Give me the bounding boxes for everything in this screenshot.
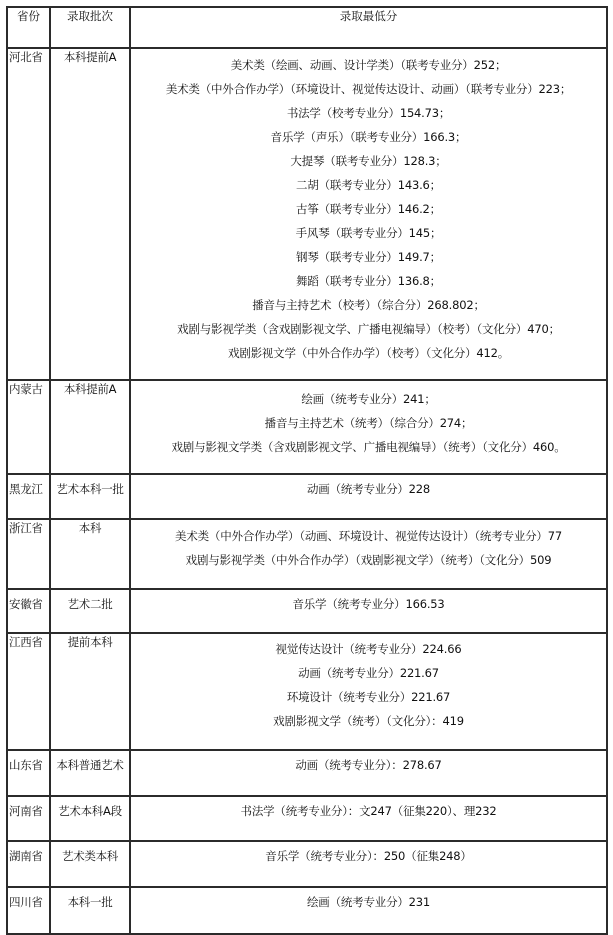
score-line: 动画（统考专业分）：278.67: [295, 758, 442, 772]
score-line: 戏剧影视文学（统考）（文化分）：419: [273, 714, 464, 728]
table-row: [7, 887, 607, 934]
scores-cell: [130, 796, 607, 841]
province-cell: 内蒙古: [7, 380, 50, 474]
score-line: 音乐学（统考专业分）：250（征集248）: [265, 849, 472, 863]
score-line: 古筝（联考专业分）146.2；: [296, 202, 441, 216]
batch-cell: 艺术二批: [50, 589, 130, 633]
table-row: [7, 589, 607, 633]
province-cell: 浙江省: [7, 519, 50, 589]
province-cell: 湖南省: [7, 841, 50, 887]
score-line: 二胡（联考专业分）143.6；: [296, 178, 441, 192]
score-line: 播音与主持艺术（统考）（综合分）274；: [264, 416, 473, 430]
score-line: 动画（统考专业分）228: [306, 482, 431, 496]
score-line: 书法学（校考专业分）154.73；: [286, 106, 451, 120]
scores-cell: [130, 841, 607, 887]
header-scores: 录取最低分: [130, 7, 607, 48]
table-row: [7, 474, 607, 519]
province-cell: 山东省: [7, 750, 50, 796]
scores-cell: [130, 474, 607, 519]
batch-cell: 本科提前A: [50, 380, 130, 474]
score-line: 戏剧与影视文学类（含戏剧影视文学、广播电视编导）（统考）（文化分）460。: [171, 440, 566, 454]
score-line: 绘画（统考专业分）241；: [301, 392, 436, 406]
batch-cell: 本科普通艺术: [50, 750, 130, 796]
header-batch: 录取批次: [50, 7, 130, 48]
province-cell: 江西省: [7, 633, 50, 750]
province-cell: 四川省: [7, 887, 50, 934]
scores-cell: [130, 750, 607, 796]
province-cell: 河南省: [7, 796, 50, 841]
score-line: 钢琴（联考专业分）149.7；: [296, 250, 441, 264]
batch-cell: 本科: [50, 519, 130, 589]
batch-cell: 艺术类本科: [50, 841, 130, 887]
score-line: 播音与主持艺术（校考）（综合分）268.802；: [252, 298, 485, 312]
score-line: 舞蹈（联考专业分）136.8；: [296, 274, 441, 288]
batch-cell: 艺术本科A段: [50, 796, 130, 841]
score-line: 大提琴（联考专业分）128.3；: [290, 154, 447, 168]
table-row: [7, 750, 607, 796]
province-cell: 河北省: [7, 48, 50, 380]
score-line: 戏剧影视文学（中外合作办学）（校考）（文化分）412。: [227, 346, 510, 360]
scores-cell: [130, 887, 607, 934]
score-line: 视觉传达设计（统考专业分）224.66: [275, 642, 462, 656]
scores-cell: [130, 380, 607, 474]
score-line: 书法学（统考专业分）：文247（征集220）、理232: [240, 804, 497, 818]
scores-cell: [130, 633, 607, 750]
batch-cell: 艺术本科一批: [50, 474, 130, 519]
score-line: 音乐学（统考专业分）166.53: [292, 597, 445, 611]
score-line: 音乐学（声乐）（联考专业分）166.3；: [270, 130, 467, 144]
province-cell: 安徽省: [7, 589, 50, 633]
table-row: [7, 841, 607, 887]
table-row: [7, 48, 607, 380]
scores-cell: [130, 519, 607, 589]
batch-cell: 本科一批: [50, 887, 130, 934]
batch-cell: 提前本科: [50, 633, 130, 750]
scores-cell: [130, 589, 607, 633]
score-line: 戏剧与影视学类（含戏剧影视文学、广播电视编导）（校考）（文化分）470；: [177, 322, 560, 336]
score-line: 美术类（中外合作办学）（动画、环境设计、视觉传达设计）（统考专业分）77: [175, 529, 562, 543]
batch-cell: 本科提前A: [50, 48, 130, 380]
score-line: 手风琴（联考专业分）145；: [295, 226, 442, 240]
score-line: 美术类（绘画、动画、设计学类）（联考专业分）252；: [230, 58, 507, 72]
score-line: 美术类（中外合作办学）（环境设计、视觉传达设计、动画）（联考专业分）223；: [165, 82, 572, 96]
table-row: [7, 633, 607, 750]
score-line: 绘画（统考专业分）231: [306, 895, 431, 909]
header-row: [7, 7, 607, 48]
province-cell: 黑龙江: [7, 474, 50, 519]
score-line: 动画（统考专业分）221.67: [298, 666, 439, 680]
header-province: 省份: [7, 7, 50, 48]
table-row: [7, 519, 607, 589]
table-row: [7, 380, 607, 474]
score-line: 戏剧与影视学类（中外合作办学）（戏剧影视文学）（统考）（文化分）509: [185, 553, 552, 567]
admission-score-table: [6, 6, 608, 935]
score-line: 环境设计（统考专业分）221.67: [286, 690, 451, 704]
table-row: [7, 796, 607, 841]
scores-cell: [130, 48, 607, 380]
